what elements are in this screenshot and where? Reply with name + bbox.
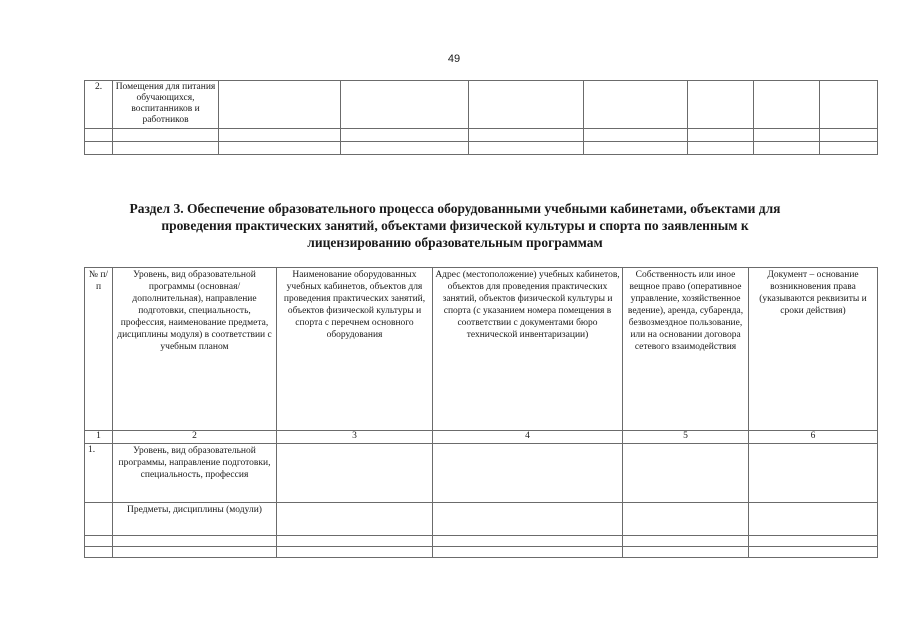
section-title-line: лицензированию образовательным программам	[307, 235, 603, 250]
section-title-line: проведения практических занятий, объектами физической культуры и спорта по заявленным к	[161, 218, 749, 233]
column-number: 1	[85, 431, 113, 444]
column-number: 6	[749, 431, 878, 444]
table-cell	[219, 81, 341, 129]
table-cell	[341, 81, 469, 129]
table-cell	[584, 81, 688, 129]
column-numbers-row	[85, 431, 878, 444]
table-cell	[469, 81, 584, 129]
table-header-row	[85, 268, 878, 431]
program-cell: Уровень, вид образовательной программы, направление подготовки, специальность, профессия	[113, 444, 277, 503]
column-header: Адрес (местоположение) учебных кабинетов, объектов для проведения практических занятий, объектов физической культуры и спорта (с указанием номера помещения в соответствии с документами бюро технической инвентаризации)	[433, 268, 623, 431]
table-row	[85, 142, 878, 155]
table-cell	[623, 503, 749, 536]
column-header: № п/п	[85, 268, 113, 431]
table-row	[85, 503, 878, 536]
column-number: 5	[623, 431, 749, 444]
column-header: Уровень, вид образовательной программы (основная/ дополнительная), направление подготовки, специальность, профессия, наименование предмета, дисциплины модуля) в соответствии с учебным планом	[113, 268, 277, 431]
column-header: Наименование оборудованных учебных кабинетов, объектов для проведения практических занятий, объектов физической культуры и спорта с перечнем основного оборудования	[277, 268, 433, 431]
table-row	[85, 444, 878, 503]
table-row	[85, 536, 878, 547]
table-cell	[749, 444, 878, 503]
table-cell	[688, 81, 754, 129]
facilities-table	[84, 267, 878, 558]
premises-name-cell: Помещения для питания обучающихся, воспитанников и работников	[113, 81, 219, 129]
table-cell	[433, 444, 623, 503]
table-cell	[277, 503, 433, 536]
row-number: 2.	[85, 81, 113, 129]
table-cell	[820, 81, 878, 129]
column-number: 4	[433, 431, 623, 444]
premises-table	[84, 80, 878, 155]
row-number	[85, 503, 113, 536]
row-number: 1.	[85, 444, 113, 503]
column-header: Собственность или иное вещное право (оперативное управление, хозяйственное ведение), аренда, субаренда, безвозмездное пользование, или на основании договора сетевого взаимодействия	[623, 268, 749, 431]
page-number: 49	[447, 53, 461, 65]
table-row	[85, 547, 878, 558]
section-title-line: Раздел 3. Обеспечение образовательного процесса оборудованными учебными кабинетами, объектами для	[129, 201, 781, 216]
table-cell	[277, 444, 433, 503]
section-title	[60, 200, 850, 251]
column-number: 2	[113, 431, 277, 444]
table-row	[85, 129, 878, 142]
subjects-cell: Предметы, дисциплины (модули)	[113, 503, 277, 536]
table-cell	[754, 81, 820, 129]
column-header: Документ – основание возникновения права (указываются реквизиты и сроки действия)	[749, 268, 878, 431]
table-cell	[623, 444, 749, 503]
table-cell	[749, 503, 878, 536]
table-row	[85, 81, 878, 129]
table-cell	[433, 503, 623, 536]
column-number: 3	[277, 431, 433, 444]
